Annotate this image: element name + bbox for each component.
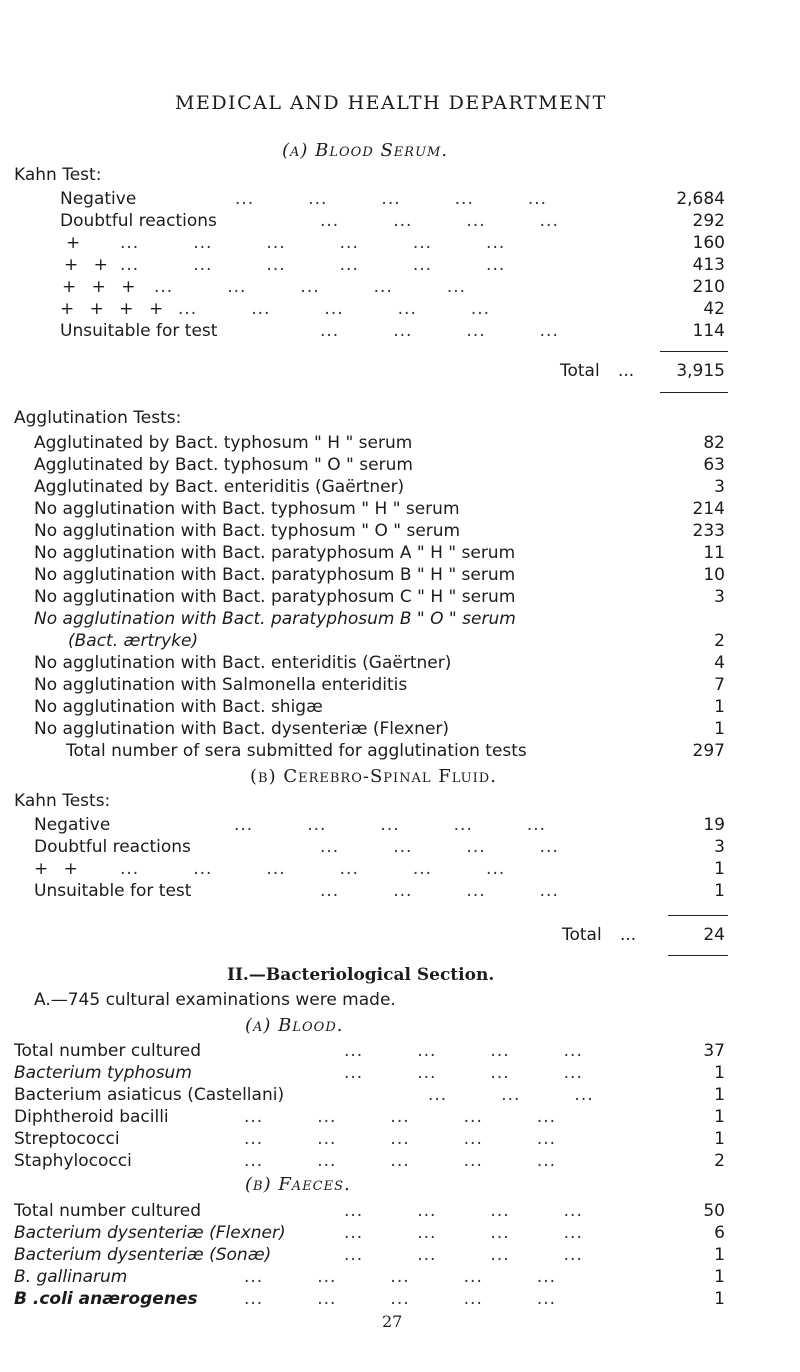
leader-dots: ... ... ... ... bbox=[344, 1245, 583, 1265]
row-value: 233 bbox=[692, 521, 725, 541]
leader-dots: ... ... ... ... bbox=[320, 881, 559, 901]
row-label: No agglutination with Bact. shigæ bbox=[34, 697, 323, 717]
row-label: No agglutination with Bact. paratyphosum A " H " serum bbox=[34, 543, 516, 563]
row-label: Diphtheroid bacilli bbox=[14, 1107, 169, 1127]
table-row bbox=[14, 1222, 725, 1244]
table-row bbox=[14, 1266, 725, 1288]
divider bbox=[668, 955, 728, 956]
row-label: No agglutination with Bact. paratyphosum C " H " serum bbox=[34, 587, 516, 607]
row-value: 1 bbox=[714, 859, 725, 879]
row-value: 1 bbox=[714, 1107, 725, 1127]
leader-dots: ... ... ... ... ... ... bbox=[120, 255, 506, 275]
row-value: 63 bbox=[703, 455, 725, 475]
faeces-heading: (b) Faeces. bbox=[245, 1174, 351, 1195]
leader-dots: ... ... ... ... bbox=[344, 1223, 583, 1243]
row-value: 37 bbox=[703, 1041, 725, 1061]
row-label: B. gallinarum bbox=[14, 1267, 128, 1287]
row-label: (Bact. ærtryke) bbox=[68, 631, 199, 651]
table-row bbox=[60, 320, 725, 342]
table-row bbox=[34, 542, 725, 564]
row-value: 6 bbox=[714, 1223, 725, 1243]
row-value: 1 bbox=[714, 697, 725, 717]
leader-dots: ... ... ... ... ... bbox=[234, 815, 547, 835]
row-label: Total number of sera submitted for agglutination tests bbox=[66, 741, 527, 761]
table-row bbox=[34, 836, 725, 858]
table-row bbox=[60, 188, 725, 210]
leader-dots: ... ... ... ... bbox=[344, 1063, 583, 1083]
row-label: Agglutinated by Bact. typhosum " H " serum bbox=[34, 433, 413, 453]
row-value: 2 bbox=[714, 1151, 725, 1171]
table-row bbox=[14, 1150, 725, 1172]
row-label: + + + + bbox=[60, 299, 164, 319]
row-label: No agglutination with Bact. typhosum " O " serum bbox=[34, 521, 461, 541]
row-value: 2,684 bbox=[676, 189, 725, 209]
table-row bbox=[34, 696, 725, 718]
row-label: Agglutinated by Bact. enteriditis (Gaërtner) bbox=[34, 477, 405, 497]
page-header: MEDICAL AND HEALTH DEPARTMENT bbox=[175, 92, 607, 114]
table-row bbox=[34, 476, 725, 498]
table-row bbox=[14, 1128, 725, 1150]
page-number: 27 bbox=[382, 1312, 403, 1331]
row-value: 297 bbox=[692, 741, 725, 761]
row-label: Total number cultured bbox=[14, 1201, 202, 1221]
row-label: Streptococci bbox=[14, 1129, 120, 1149]
total-value: 24 bbox=[703, 925, 725, 945]
row-value: 160 bbox=[692, 233, 725, 253]
blood-serum-heading: (a) Blood Serum. bbox=[282, 140, 449, 161]
leader-dots: ... ... ... ... bbox=[320, 837, 559, 857]
row-value: 19 bbox=[703, 815, 725, 835]
table-row bbox=[34, 740, 725, 762]
table-row bbox=[34, 586, 725, 608]
total-value: 3,915 bbox=[676, 361, 725, 381]
leader-dots: ... ... ... bbox=[428, 1085, 594, 1105]
row-label: Negative bbox=[34, 815, 111, 835]
table-row bbox=[34, 564, 725, 586]
row-value: 1 bbox=[714, 719, 725, 739]
table-row bbox=[60, 276, 725, 298]
total-label: Total bbox=[562, 925, 602, 945]
table-row bbox=[60, 254, 725, 276]
table-row bbox=[34, 498, 725, 520]
row-label: Negative bbox=[60, 189, 137, 209]
row-value: 3 bbox=[714, 837, 725, 857]
row-value: 1 bbox=[714, 1063, 725, 1083]
table-row bbox=[60, 232, 725, 254]
divider bbox=[660, 351, 728, 352]
table-row bbox=[34, 858, 725, 880]
leader-dots: ... bbox=[618, 361, 635, 381]
row-label: Bacterium dysenteriæ (Flexner) bbox=[14, 1223, 286, 1243]
row-value: 7 bbox=[714, 675, 725, 695]
table-row bbox=[60, 210, 725, 232]
total-label: Total bbox=[560, 361, 600, 381]
row-value: 4 bbox=[714, 653, 725, 673]
row-value: 413 bbox=[692, 255, 725, 275]
row-value: 1 bbox=[714, 1085, 725, 1105]
row-label: Agglutinated by Bact. typhosum " O " serum bbox=[34, 455, 413, 475]
kahn-tests-label: Kahn Tests: bbox=[14, 791, 111, 811]
table-row bbox=[34, 454, 725, 476]
row-label: B .coli anærogenes bbox=[14, 1289, 198, 1309]
leader-dots: ... ... ... ... ... bbox=[235, 189, 548, 209]
leader-dots: ... ... ... ... ... bbox=[244, 1107, 557, 1127]
divider bbox=[660, 392, 728, 393]
row-label: No agglutination with Bact. dysenteriæ (Flexner) bbox=[34, 719, 450, 739]
table-row bbox=[34, 880, 725, 902]
row-label: No agglutination with Salmonella enteriditis bbox=[34, 675, 408, 695]
blood-heading: (a) Blood. bbox=[245, 1015, 344, 1036]
row-label: Unsuitable for test bbox=[60, 321, 218, 341]
leader-dots: ... ... ... ... ... bbox=[244, 1129, 557, 1149]
row-label: Total number cultured bbox=[14, 1041, 202, 1061]
row-value: 11 bbox=[703, 543, 725, 563]
row-label: + + bbox=[34, 859, 78, 879]
row-value: 210 bbox=[692, 277, 725, 297]
row-value: 3 bbox=[714, 587, 725, 607]
row-value: 1 bbox=[714, 1267, 725, 1287]
table-row bbox=[34, 814, 725, 836]
divider bbox=[668, 915, 728, 916]
leader-dots: ... ... ... ... bbox=[320, 211, 559, 231]
row-label: Doubtful reactions bbox=[34, 837, 191, 857]
row-value: 214 bbox=[692, 499, 725, 519]
leader-dots: ... ... ... ... ... bbox=[154, 277, 467, 297]
table-row bbox=[14, 1200, 725, 1222]
row-label: Unsuitable for test bbox=[34, 881, 192, 901]
row-label: No agglutination with Bact. enteriditis (Gaërtner) bbox=[34, 653, 452, 673]
bacteriological-heading: II.—Bacteriological Section. bbox=[227, 965, 495, 985]
row-label: No agglutination with Bact. paratyphosum B " H " serum bbox=[34, 565, 516, 585]
table-row bbox=[14, 1040, 725, 1062]
csf-heading: (b) Cerebro-Spinal Fluid. bbox=[250, 766, 497, 787]
row-value: 10 bbox=[703, 565, 725, 585]
agglutination-heading: Agglutination Tests: bbox=[14, 408, 182, 428]
leader-dots: ... ... ... ... bbox=[344, 1041, 583, 1061]
leader-dots: ... ... ... ... ... bbox=[244, 1289, 557, 1309]
table-row bbox=[14, 1084, 725, 1106]
row-label: Doubtful reactions bbox=[60, 211, 217, 231]
row-label: No agglutination with Bact. typhosum " H " serum bbox=[34, 499, 460, 519]
table-row bbox=[14, 1106, 725, 1128]
table-row bbox=[14, 1062, 725, 1084]
row-value: 3 bbox=[714, 477, 725, 497]
row-value: 1 bbox=[714, 1245, 725, 1265]
leader-dots: ... ... ... ... bbox=[344, 1201, 583, 1221]
leader-dots: ... ... ... ... ... bbox=[244, 1267, 557, 1287]
table-row bbox=[34, 520, 725, 542]
leader-dots: ... bbox=[620, 925, 637, 945]
table-row bbox=[14, 1288, 725, 1310]
table-row bbox=[60, 298, 725, 320]
row-label: Bacterium asiaticus (Castellani) bbox=[14, 1085, 285, 1105]
table-row bbox=[34, 630, 725, 652]
table-row bbox=[34, 652, 725, 674]
row-label: + + bbox=[64, 255, 108, 275]
table-row bbox=[14, 1244, 725, 1266]
row-value: 1 bbox=[714, 881, 725, 901]
row-value: 1 bbox=[714, 1289, 725, 1309]
row-label: Bacterium typhosum bbox=[14, 1063, 192, 1083]
table-row bbox=[34, 608, 725, 630]
leader-dots: ... ... ... ... ... bbox=[244, 1151, 557, 1171]
table-row bbox=[34, 718, 725, 740]
row-label: + + + bbox=[62, 277, 136, 297]
row-label: Staphylococci bbox=[14, 1151, 132, 1171]
table-row bbox=[34, 674, 725, 696]
row-label: No agglutination with Bact. paratyphosum B " O " serum bbox=[34, 609, 516, 629]
leader-dots: ... ... ... ... bbox=[320, 321, 559, 341]
row-label: + bbox=[66, 233, 81, 253]
row-value: 50 bbox=[703, 1201, 725, 1221]
row-value: 2 bbox=[714, 631, 725, 651]
row-value: 42 bbox=[703, 299, 725, 319]
row-value: 292 bbox=[692, 211, 725, 231]
kahn-test-label: Kahn Test: bbox=[14, 165, 102, 185]
leader-dots: ... ... ... ... ... ... bbox=[120, 233, 506, 253]
row-value: 82 bbox=[703, 433, 725, 453]
row-value: 1 bbox=[714, 1129, 725, 1149]
table-row bbox=[34, 432, 725, 454]
row-value: 114 bbox=[692, 321, 725, 341]
row-label: Bacterium dysenteriæ (Sonæ) bbox=[14, 1245, 272, 1265]
leader-dots: ... ... ... ... ... ... bbox=[120, 859, 506, 879]
cultural-examinations-intro: A.—745 cultural examinations were made. bbox=[34, 990, 396, 1010]
leader-dots: ... ... ... ... ... bbox=[178, 299, 491, 319]
